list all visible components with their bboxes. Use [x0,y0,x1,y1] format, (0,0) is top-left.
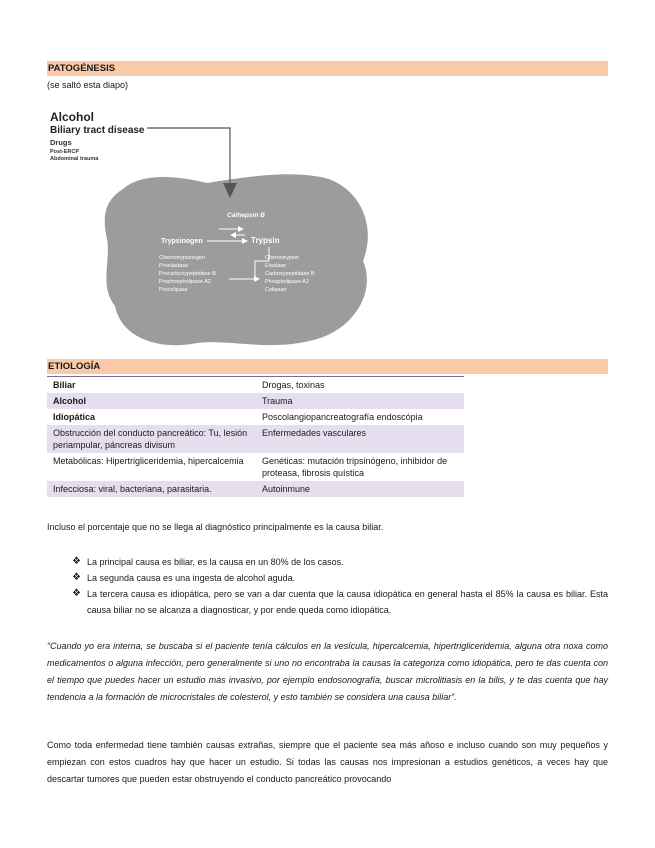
trypsinogen-label: Trypsinogen [161,238,203,245]
table-cell: Genéticas: mutación tripsinógeno, inhibidor de proteasa, fibrosis quística [262,456,448,478]
list-item [72,570,608,586]
enzyme-label: Carboxypeptidase B [265,271,315,277]
trypsin-label: Trypsin [251,236,280,245]
cause-item: Drugs [50,138,72,147]
enzyme-label: Elastase [265,263,287,269]
section-heading-patogenesis: PATOGÉNESIS [47,61,608,76]
cause-item: Post-ERCP [50,149,80,155]
table-row [47,425,464,453]
bullet-list [72,554,608,618]
table-cell: Biliar [47,377,256,394]
proenzyme-label: Procarboxypeptidase B [159,271,216,277]
table-row [47,481,464,497]
table-row [47,393,464,409]
skipped-slide-note: (se saltó esta diapo) [47,80,129,90]
table-cell: Infecciosa: viral, bacteriana, parasitaria. [47,481,256,497]
table-cell: Metabólicas: Hipertrigliceridemia, hipercalcemia [53,456,244,466]
cause-item: Abdominal trauma [50,156,99,162]
cause-title: Alcohol [50,110,94,124]
diamond-bullet-icon: ❖ [72,556,81,567]
proenzyme-label: Procolipase [159,287,188,293]
list-item-text: La segunda causa es una ingesta de alcohol aguda. [87,573,296,583]
table-cell: Trauma [256,393,464,409]
table-cell: Alcohol [47,393,256,409]
table-cell: Drogas, toxinas [256,377,464,394]
diamond-bullet-icon: ❖ [72,572,81,583]
paragraph-rare-causes: Como toda enfermedad tiene también causas extrañas, siempre que el paciente sea más añoso e incluso cuando son muy pequeños y empiezan con estos cuadros hay que hacer un estudio. Si todas las causas nos impresionan a estudios genéticos, a veces hay que descartar tumores que pueden estar obstruyendo el conducto pancreático provocando [47,740,608,784]
table-cell: Idiopática [53,412,96,422]
table-row [47,453,464,481]
proenzyme-label: Chemotrypsinogen [159,255,206,261]
list-item [72,586,608,618]
table-cell: Autoinmune [256,481,464,497]
quote-paragraph: “Cuando yo era interna, se buscaba si el paciente tenía cálculos en la vesícula, hipercalcemia, hipertrigliceridemia, alguna otra noxa como medicamentos o alguna infección, pero generalmente si uno no encontraba la causas la categoriza como idiopática, pero te das cuenta con el tiempo que puedes hacer un estudio más invasivo, por ejemplo endosonografía, buscar microlitiasis en la bilis, y te das cuenta que hay tendencia a la formación de microcristales de colesterol, y esto también se considera una causa biliar”. [47,641,608,702]
proenzyme-label: Proelastase [159,263,189,269]
table-row [47,409,464,425]
list-item [72,554,608,570]
diamond-bullet-icon: ❖ [72,588,81,599]
cause-subtitle: Biliary tract disease [50,125,145,136]
section-heading-etiologia: ETIOLOGÍA [47,359,608,374]
table-row [47,377,464,394]
table-cell: Obstrucción del conducto pancreático: Tu, lesión periampular, páncreas divisum [47,425,256,453]
cathepsin-label: Cathepsin B [227,212,265,219]
enzyme-label: Phospholipase A2 [265,279,310,285]
table-cell: Poscolangiopancreatografía endoscópia [262,412,423,422]
list-item-text: La tercera causa es idiopática, pero se van a dar cuenta que la causa idiopática en general hasta el 85% la causa es biliar. Esta causa biliar no se alcanza a diagnosticar, y por ende queda como idiopática. [87,589,608,615]
paragraph-biliar-note: Incluso el porcentaje que no se llega al diagnóstico principalmente es la causa biliar. [47,522,384,532]
proenzyme-label: Prophospholipase A2 [159,279,211,285]
enzyme-label: Colipase [265,287,287,293]
pathogenesis-figure [47,101,377,351]
list-item-text: La principal causa es biliar, es la causa en un 80% de los casos. [87,557,344,567]
etiology-table [47,376,464,497]
enzyme-label: Chemotrypsin [265,255,299,261]
table-cell: Enfermedades vasculares [256,425,464,453]
pancreas-blob-shape [105,174,368,345]
